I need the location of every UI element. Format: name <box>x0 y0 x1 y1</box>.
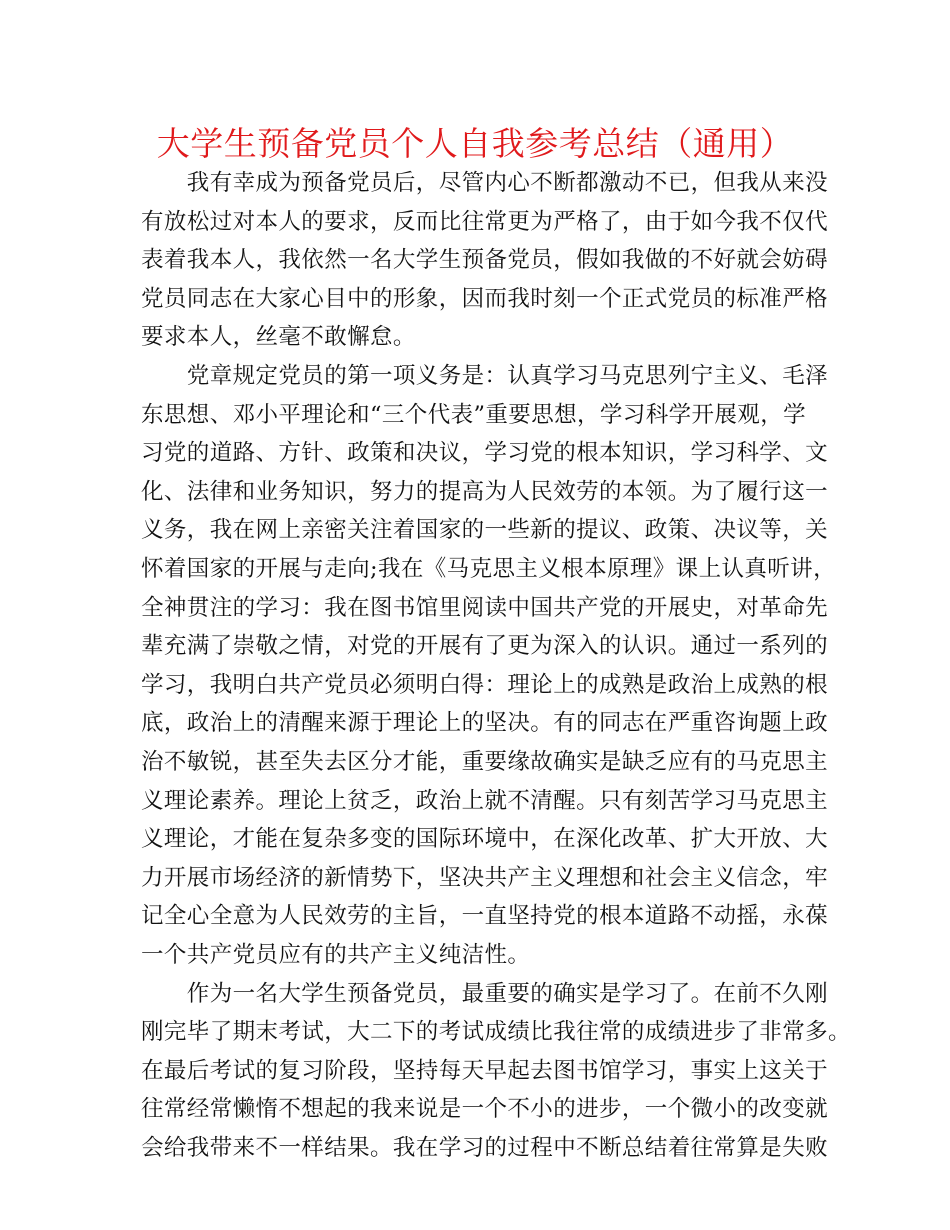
paragraph-line: 力开展市场经济的新情势下，坚决共产主义理想和社会主义信念，牢 <box>141 864 829 891</box>
paragraph-line: 在最后考试的复习阶段，坚持每天早起去图书馆学习，事实上这关于 <box>141 1057 829 1084</box>
paragraph-line: 会给我带来不一样结果。我在学习的过程中不断总结着往常算是失败 <box>141 1135 829 1161</box>
paragraph-line: 治不敏锐，甚至失去区分才能，重要缘故确实是缺乏应有的马克思主 <box>141 749 829 775</box>
paragraph-line: 作为一名大学生预备党员，最重要的确实是学习了。在前不久刚 <box>141 980 829 1007</box>
paragraph-line: 党章规定党员的第一项义务是：认真学习马克思列宁主义、毛泽 <box>141 363 829 389</box>
paragraph-line: 有放松过对本人的要求，反而比往常更为严格了，由于如今我不仅代 <box>141 208 829 235</box>
paragraph-line: 学习，我明白共产党员必须明白得：理论上的成熟是政治上成熟的根 <box>141 671 829 698</box>
paragraph-line: 党员同志在大家心目中的形象，因而我时刻一个正式党员的标准严格 <box>141 285 829 312</box>
paragraph-line: 刚完毕了期末考试，大二下的考试成绩比我往常的成绩进步了非常多。 <box>141 1019 851 1046</box>
paragraph-line: 辈充满了崇敬之情，对党的开展有了更为深入的认识。通过一系列的 <box>141 633 829 660</box>
paragraph-line: 要求本人，丝毫不敢懈怠。 <box>141 324 416 351</box>
paragraph-line: 我有幸成为预备党员后，尽管内心不断都激动不已，但我从来没 <box>141 170 829 196</box>
paragraph-line: 义理论，才能在复杂多变的国际环境中，在深化改革、扩大开放、大 <box>141 826 829 853</box>
paragraph-line: 怀着国家的开展与走向;我在《马克思主义根本原理》课上认真听讲， <box>141 556 836 582</box>
paragraph-line: 义务，我在网上亲密关注着国家的一些新的提议、政策、决议等，关 <box>141 517 829 544</box>
paragraph-line: 化、法律和业务知识，努力的提高为人民效劳的本领。为了履行这一 <box>141 478 829 505</box>
paragraph-line: 东思想、邓小平理论和“三个代表”重要思想，学习科学开展观，学 <box>141 401 807 428</box>
paragraph-line: 底，政治上的清醒来源于理论上的坚决。有的同志在严重咨询题上政 <box>141 710 829 737</box>
paragraph-line: 全神贯注的学习：我在图书馆里阅读中国共产党的开展史，对革命先 <box>141 594 829 621</box>
paragraph-line: 习党的道路、方针、政策和决议，学习党的根本知识，学习科学、文 <box>141 440 829 467</box>
paragraph-line: 表着我本人，我依然一名大学生预备党员，假如我做的不好就会妨碍 <box>141 247 829 274</box>
document-title: 大学生预备党员个人自我参考总结（通用） <box>156 124 794 163</box>
paragraph-line: 一个共产党员应有的共产主义纯洁性。 <box>141 942 531 968</box>
paragraph-line: 记全心全意为人民效劳的主旨，一直坚持党的根本道路不动摇，永葆 <box>141 903 829 930</box>
paragraph-line: 往常经常懒惰不想起的我来说是一个不小的进步，一个微小的改变就 <box>141 1096 829 1123</box>
paragraph-line: 义理论素养。理论上贫乏，政治上就不清醒。只有刻苦学习马克思主 <box>141 787 829 814</box>
